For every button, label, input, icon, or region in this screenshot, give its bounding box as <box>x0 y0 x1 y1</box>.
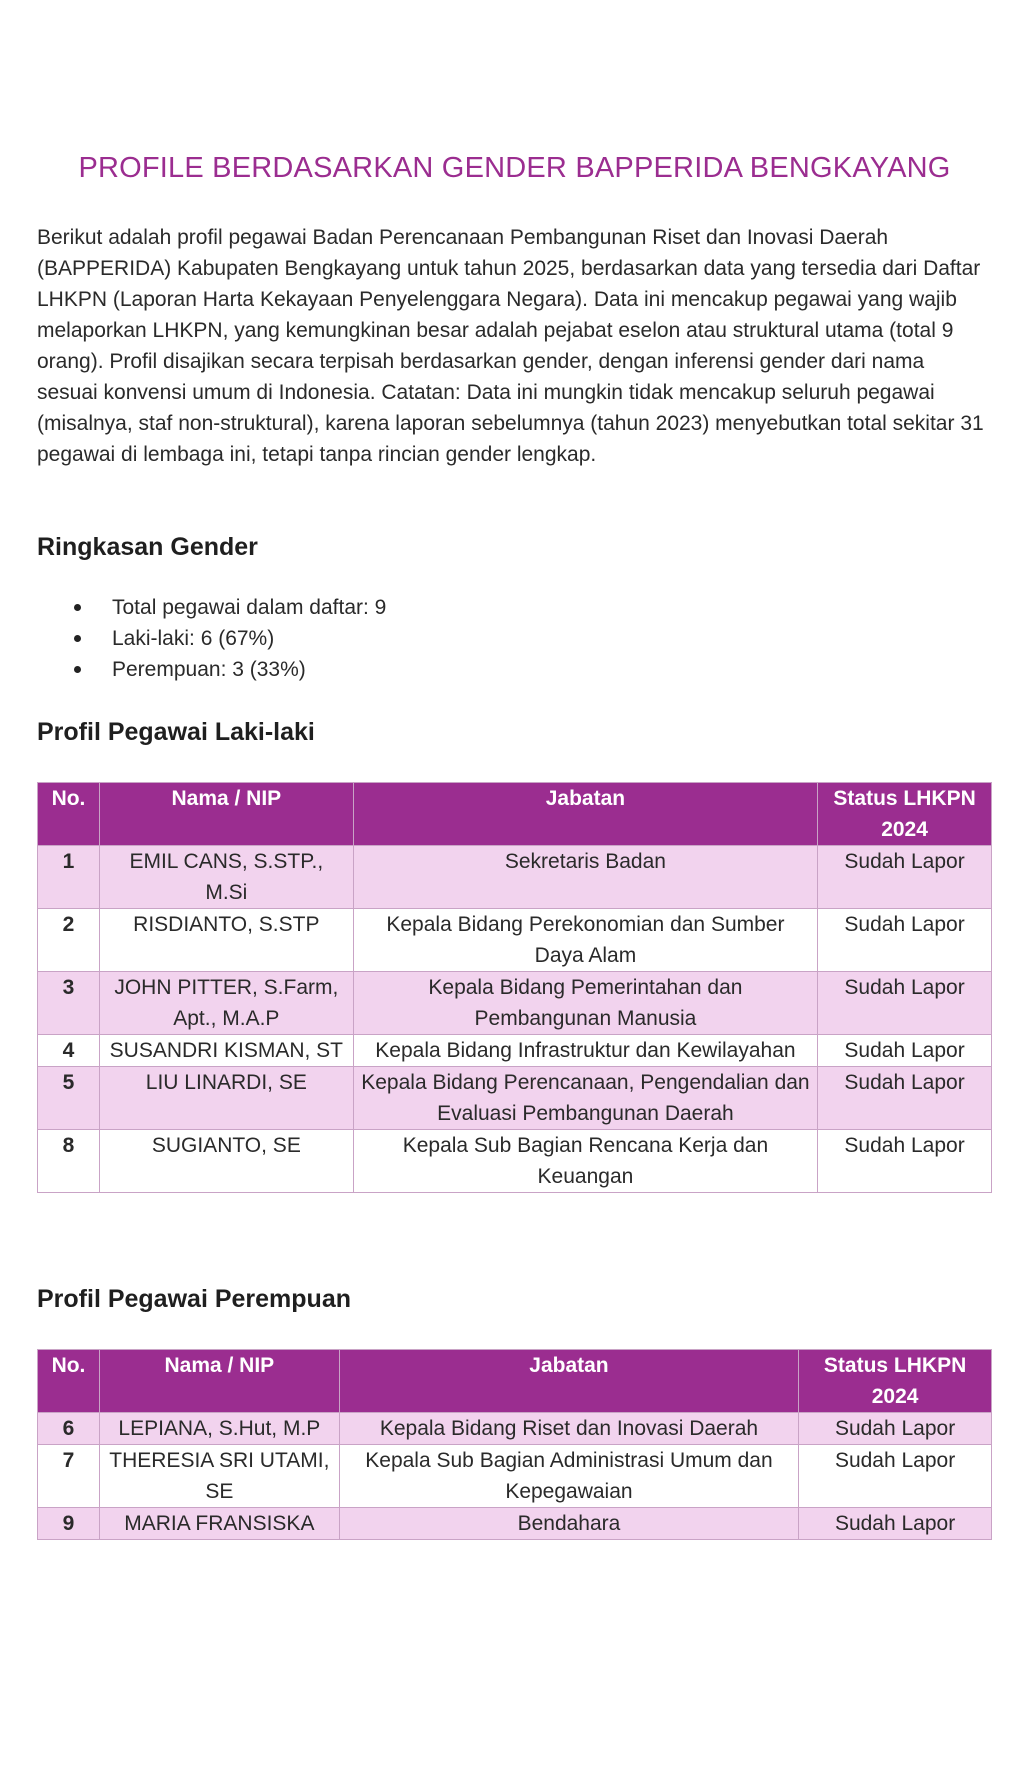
cell-status: Sudah Lapor <box>799 1508 992 1540</box>
female-table <box>37 1349 992 1540</box>
cell-jabatan: Bendahara <box>339 1508 798 1540</box>
cell-no: 5 <box>38 1067 100 1130</box>
cell-jabatan: Kepala Sub Bagian Rencana Kerja dan Keuangan <box>353 1130 817 1193</box>
table-row <box>38 846 992 909</box>
cell-status: Sudah Lapor <box>818 972 992 1035</box>
table-header-row <box>38 1350 992 1413</box>
cell-nama: SUGIANTO, SE <box>99 1130 353 1193</box>
page-title: PROFILE BERDASARKAN GENDER BAPPERIDA BENGKAYANG <box>78 152 951 184</box>
cell-jabatan: Kepala Bidang Perencanaan, Pengendalian dan Evaluasi Pembangunan Daerah <box>353 1067 817 1130</box>
header-nama: Nama / NIP <box>99 783 353 846</box>
cell-jabatan: Kepala Sub Bagian Administrasi Umum dan Kepegawaian <box>339 1445 798 1508</box>
cell-nama: LEPIANA, S.Hut, M.P <box>99 1413 339 1445</box>
table-row <box>38 1130 992 1193</box>
cell-status: Sudah Lapor <box>818 1035 992 1067</box>
table-row <box>38 972 992 1035</box>
cell-status: Sudah Lapor <box>818 846 992 909</box>
cell-nama: RISDIANTO, S.STP <box>99 909 353 972</box>
header-jabatan: Jabatan <box>353 783 817 846</box>
cell-jabatan: Kepala Bidang Infrastruktur dan Kewilayahan <box>353 1035 817 1067</box>
list-item: Laki-laki: 6 (67%) <box>37 623 386 654</box>
cell-status: Sudah Lapor <box>818 1067 992 1130</box>
cell-no: 4 <box>38 1035 100 1067</box>
bullet-icon <box>74 635 81 642</box>
cell-status: Sudah Lapor <box>818 1130 992 1193</box>
male-heading: Profil Pegawai Laki-laki <box>37 718 315 746</box>
header-nama: Nama / NIP <box>99 1350 339 1413</box>
cell-nama: LIU LINARDI, SE <box>99 1067 353 1130</box>
summary-heading: Ringkasan Gender <box>37 533 258 561</box>
header-no: No. <box>38 783 100 846</box>
female-heading: Profil Pegawai Perempuan <box>37 1285 351 1313</box>
list-item: Total pegawai dalam daftar: 9 <box>37 592 386 623</box>
summary-list <box>37 592 386 685</box>
cell-jabatan: Kepala Bidang Pemerintahan dan Pembangunan Manusia <box>353 972 817 1035</box>
cell-status: Sudah Lapor <box>799 1413 992 1445</box>
cell-nama: MARIA FRANSISKA <box>99 1508 339 1540</box>
cell-jabatan: Kepala Bidang Riset dan Inovasi Daerah <box>339 1413 798 1445</box>
table-header-row <box>38 783 992 846</box>
header-jabatan: Jabatan <box>339 1350 798 1413</box>
table-row <box>38 909 992 972</box>
cell-nama: EMIL CANS, S.STP., M.Si <box>99 846 353 909</box>
cell-no: 3 <box>38 972 100 1035</box>
male-table <box>37 782 992 1193</box>
header-status: Status LHKPN 2024 <box>818 783 992 846</box>
list-item: Perempuan: 3 (33%) <box>37 654 386 685</box>
table-row <box>38 1508 992 1540</box>
cell-no: 1 <box>38 846 100 909</box>
table-row <box>38 1413 992 1445</box>
cell-no: 6 <box>38 1413 100 1445</box>
cell-no: 9 <box>38 1508 100 1540</box>
cell-nama: JOHN PITTER, S.Farm, Apt., M.A.P <box>99 972 353 1035</box>
cell-no: 2 <box>38 909 100 972</box>
intro-paragraph: Berikut adalah profil pegawai Badan Perencanaan Pembangunan Riset dan Inovasi Daerah (BAPPERIDA) Kabupaten Bengkayang untuk tahun 2025, berdasarkan data yang tersedia dari Daftar LHKPN (Laporan Harta Kekayaan Penyelenggara Negara). Data ini mencakup pegawai yang wajib melaporkan LHKPN, yang kemungkinan besar adalah pejabat eselon atau struktural utama (total 9 orang). Profil disajikan secara terpisah berdasarkan gender, dengan inferensi gender dari nama sesuai konvensi umum di Indonesia. Catatan: Data ini mungkin tidak mencakup seluruh pegawai (misalnya, staf non-struktural), karena laporan sebelumnya (tahun 2023) menyebutkan total sekitar 31 pegawai di lembaga ini, tetapi tanpa rincian gender lengkap. <box>37 226 984 466</box>
cell-jabatan: Sekretaris Badan <box>353 846 817 909</box>
header-no: No. <box>38 1350 100 1413</box>
cell-nama: SUSANDRI KISMAN, ST <box>99 1035 353 1067</box>
bullet-icon <box>74 604 81 611</box>
header-status: Status LHKPN 2024 <box>799 1350 992 1413</box>
table-row <box>38 1067 992 1130</box>
cell-no: 7 <box>38 1445 100 1508</box>
bullet-icon <box>74 666 81 673</box>
table-row <box>38 1445 992 1508</box>
table-row <box>38 1035 992 1067</box>
cell-no: 8 <box>38 1130 100 1193</box>
cell-status: Sudah Lapor <box>818 909 992 972</box>
cell-nama: THERESIA SRI UTAMI, SE <box>99 1445 339 1508</box>
cell-jabatan: Kepala Bidang Perekonomian dan Sumber Daya Alam <box>353 909 817 972</box>
cell-status: Sudah Lapor <box>799 1445 992 1508</box>
